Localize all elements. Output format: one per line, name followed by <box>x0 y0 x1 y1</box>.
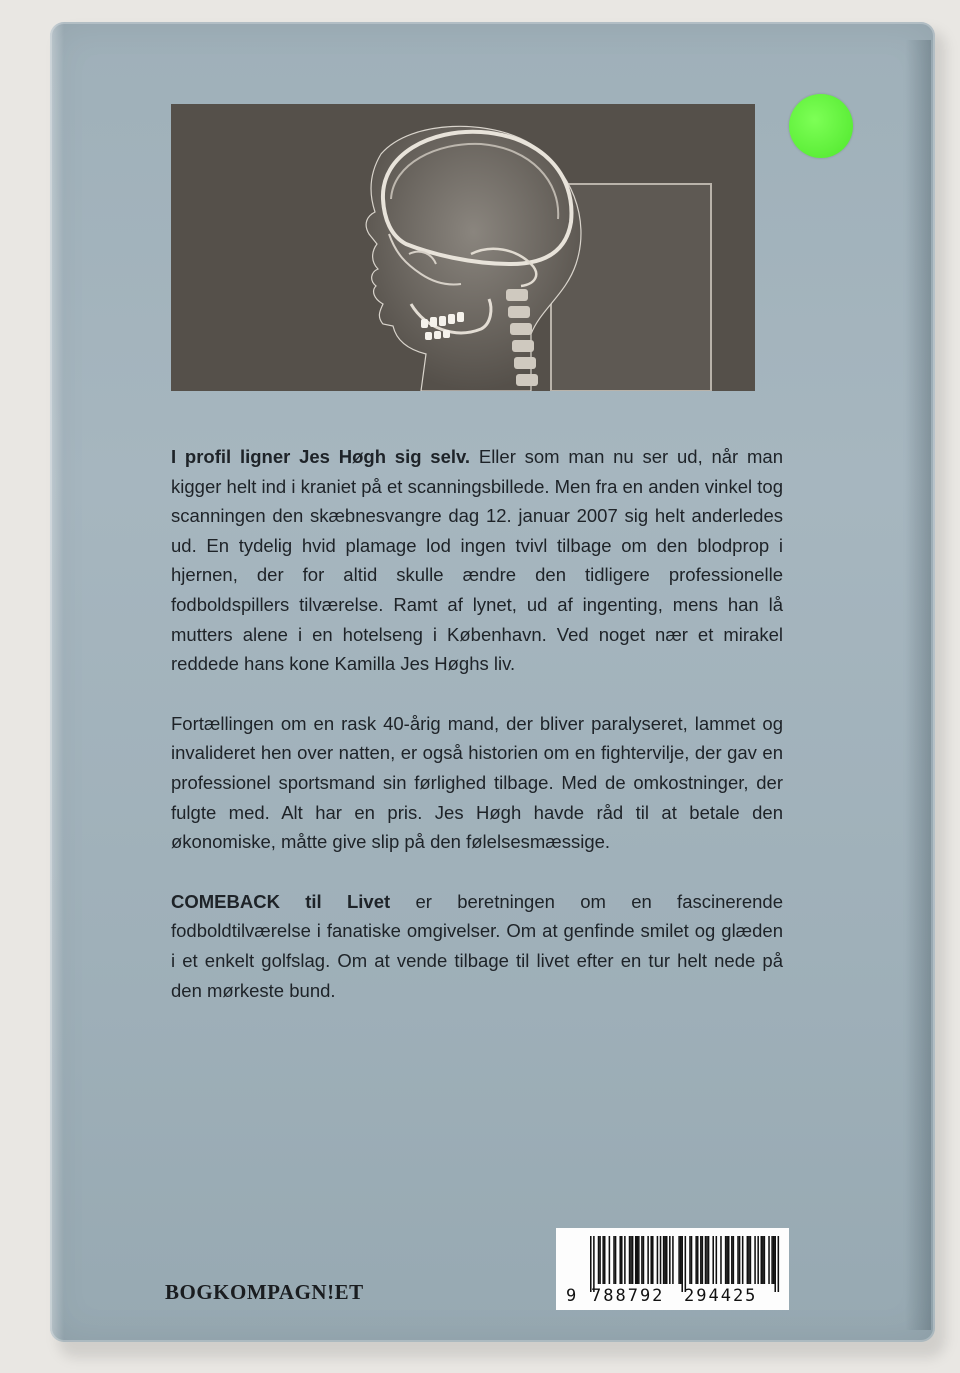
barcode-bar <box>757 1236 759 1284</box>
barcode-bar <box>706 1236 708 1284</box>
book-title-mention: COMEBACK til Livet <box>171 890 391 912</box>
barcode-bar <box>720 1236 722 1284</box>
isbn-barcode <box>556 1228 789 1310</box>
barcode-bar <box>691 1236 693 1284</box>
barcode-bar <box>761 1236 763 1284</box>
barcode-bar <box>613 1236 615 1284</box>
barcode-bar <box>778 1236 780 1292</box>
barcode-bar <box>754 1236 756 1284</box>
blurb-paragraph-3 <box>171 887 783 1005</box>
barcode-bar <box>629 1236 631 1284</box>
barcode-bar <box>712 1236 714 1284</box>
barcode-bar <box>708 1236 710 1284</box>
barcode-bar <box>705 1236 707 1284</box>
isbn-digit-group-1: 788792 <box>591 1286 665 1306</box>
barcode-bar <box>748 1236 750 1284</box>
barcode-bar <box>635 1236 637 1284</box>
isbn-digit-first: 9 <box>566 1286 577 1306</box>
barcode-bar <box>771 1236 773 1284</box>
barcode-bar <box>663 1236 665 1284</box>
barcode-bar <box>590 1236 592 1292</box>
barcode-bar <box>672 1236 674 1284</box>
skull-xray-image <box>171 104 755 391</box>
blurb-paragraph-2: Fortællingen om en rask 40-årig mand, der bliver paralyseret, lammet og invalideret hen over natten, er også historien om en fightervilje, der gav en professionel sportsmand sin førlighed tilbage. Med de omkostninger, der fulgte med. Alt har en pris. Jes Høgh havde råd til at betale den økonomiske, måtte give slip på den følelsesmæssige. <box>171 712 783 853</box>
barcode-bar <box>681 1236 683 1292</box>
barcode-bar <box>689 1236 691 1284</box>
cover-left-edge <box>50 22 64 1342</box>
publisher-logo: BOGKOMPAGN!ET <box>165 1280 364 1304</box>
barcode-bar <box>593 1236 595 1292</box>
blurb-lead-sentence: I profil ligner Jes Høgh sig selv. <box>171 446 471 467</box>
barcode-bar <box>774 1236 776 1292</box>
barcode-bar <box>641 1236 643 1284</box>
barcode-bar <box>624 1236 626 1284</box>
barcode-bar <box>604 1236 606 1284</box>
barcode-bar <box>678 1236 680 1284</box>
cover-right-edge <box>905 40 931 1330</box>
isbn-digit-group-2: 294425 <box>684 1286 758 1306</box>
barcode-bar <box>697 1236 699 1284</box>
barcode-bar <box>615 1236 617 1284</box>
barcode-bar <box>669 1236 671 1284</box>
barcode-bar <box>657 1236 659 1284</box>
barcode-bar <box>733 1236 735 1284</box>
barcode-bar <box>660 1236 662 1284</box>
barcode-bar <box>630 1236 632 1284</box>
barcode-bar <box>619 1236 621 1284</box>
barcode-bar <box>742 1236 744 1284</box>
barcode-bar <box>666 1236 668 1284</box>
barcode-bar <box>750 1236 752 1284</box>
barcode-bar <box>621 1236 623 1284</box>
barcode-bar <box>637 1236 639 1284</box>
barcode-bar <box>685 1236 687 1292</box>
green-price-sticker <box>789 94 853 158</box>
barcode-bar <box>731 1236 733 1284</box>
barcode-bar <box>768 1236 770 1284</box>
barcode-bar <box>650 1236 652 1284</box>
barcode-bar <box>773 1236 775 1284</box>
barcode-bar <box>764 1236 766 1284</box>
barcode-bar <box>632 1236 634 1284</box>
barcode-bar <box>728 1236 730 1284</box>
barcode-bar <box>664 1236 666 1284</box>
blurb-paragraph-3-body: er beretningen om en fascinerende fodboldtilværelse i fanatiske omgivelser. Om at genfinde smilet og glæden i et enkelt golfslag. Om at vende tilbage til livet efter en tur helt nede på den mørkeste bund. <box>171 890 783 1001</box>
barcode-bar <box>638 1236 640 1284</box>
blurb-paragraph-1 <box>171 442 783 679</box>
barcode-bar <box>643 1236 645 1284</box>
barcode-bar <box>726 1236 728 1284</box>
barcode-bar <box>725 1236 727 1284</box>
barcode-bar <box>652 1236 654 1284</box>
blurb-paragraph-1-body: Eller som man nu ser ud, når man kigger helt ind i kraniet på et scanningsbillede. Men fra en anden vinkel tog scanningen den skæbnesvangre dag 12. januar 2007 sig helt anderledes ud. En tydelig hvid plamage lod ingen tvivl tilbage om den blodprop i hjernen, der for altid skulle ændre den tidligere professionelle fodboldspillers tilværelse. Ramt af lynet, ud af ingenting, mens han lå mutters alene i en hotelseng i København. Ved noget nær et mirakel reddede hans kone Kamilla Jes Høghs liv. <box>171 446 783 675</box>
blurb-text <box>171 442 783 1035</box>
barcode-bar <box>702 1236 704 1284</box>
barcode-bar <box>700 1236 702 1284</box>
barcode-bar <box>609 1236 611 1284</box>
barcode-bar <box>739 1236 741 1284</box>
barcode-bar <box>680 1236 682 1284</box>
barcode-bar <box>598 1236 600 1284</box>
barcode-bar <box>737 1236 739 1284</box>
xray-drawing <box>171 104 755 391</box>
barcode-bar <box>647 1236 649 1284</box>
barcode-bar <box>695 1236 697 1284</box>
barcode-bar <box>747 1236 749 1284</box>
barcode-bar <box>602 1236 604 1284</box>
barcode-bar <box>762 1236 764 1284</box>
barcode-bar <box>599 1236 601 1284</box>
barcode-bar <box>716 1236 718 1284</box>
